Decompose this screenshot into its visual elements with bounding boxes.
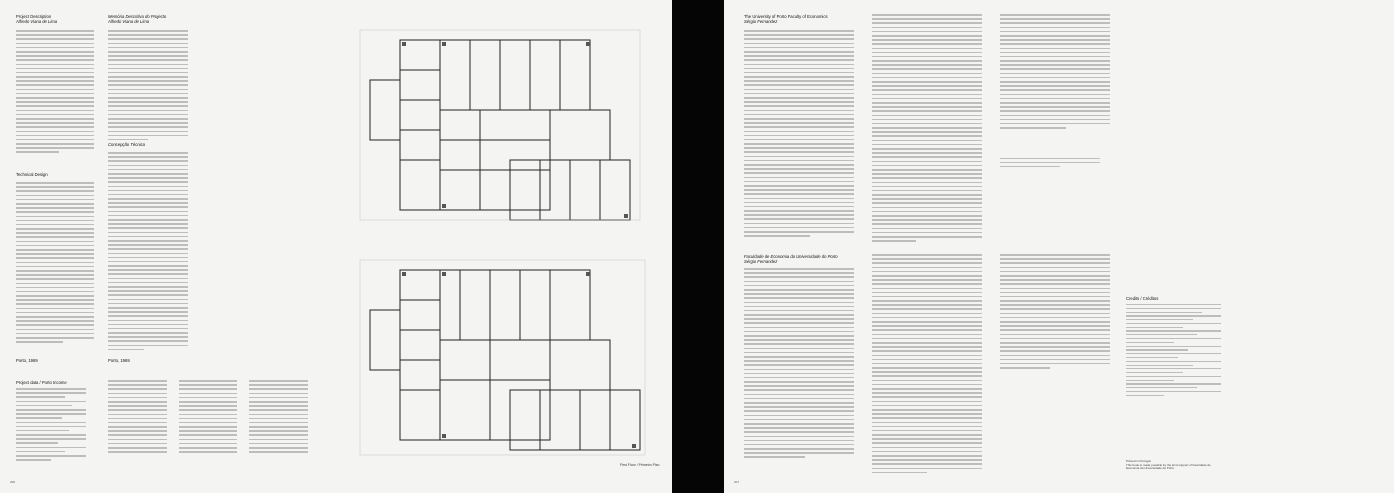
left-col1-heading2: Technical Design — [16, 172, 48, 177]
right-column-1 — [744, 14, 854, 24]
colophon-line-1: Printed in Portugal — [1126, 459, 1151, 463]
left-col1-author: Alfredo Viana de Lima — [16, 19, 58, 24]
plan-legend — [108, 380, 308, 455]
left-col2-body-text-2 — [108, 152, 188, 353]
right-page — [724, 0, 1394, 493]
right-col1-body-text-2 — [744, 268, 854, 461]
left-col2-year: Porto, 1969 — [108, 358, 130, 363]
book-gutter — [672, 0, 724, 493]
left-col2-author: Alfredo Viana de Lima — [108, 19, 150, 24]
left-col2-heading: Memória Descritiva do Projecto — [108, 14, 167, 19]
left-col1-year-wrap — [16, 358, 94, 363]
right-col1-heading: The University of Porto Faculty of Economics — [744, 14, 828, 19]
colophon-line-2: This book is made possible by the kind support of Faculdade de Economia da Universidade do Porto — [1126, 462, 1211, 471]
left-col1-body-text — [16, 30, 94, 156]
left-col1-credits-title: Project data / Porto Income — [16, 380, 67, 385]
right-col2-body-text — [872, 14, 982, 244]
credits-text — [1126, 304, 1221, 399]
right-col1-author2: Sérgio Fernandez — [744, 259, 778, 264]
left-col1-credits-wrap — [16, 380, 94, 385]
left-col1-heading: Project Description — [16, 14, 52, 19]
right-col3-footnote — [1000, 158, 1100, 169]
left-col1-body-text-2 — [16, 182, 94, 345]
plan-caption: First Floor / Primeiro Piso — [620, 463, 660, 467]
left-col2-heading2-wrap — [108, 142, 188, 147]
left-col2-body-text — [108, 30, 188, 143]
right-col2-body-text-2 — [872, 254, 982, 476]
colophon — [1126, 460, 1216, 471]
left-col2-year-wrap — [108, 358, 188, 363]
left-col1-year: Porto, 1969 — [16, 358, 38, 363]
left-page-number: 206 — [10, 480, 16, 484]
left-col2-heading2: Concepção Técnica — [108, 142, 146, 147]
left-col1-heading2-wrap — [16, 172, 94, 177]
credits-title: Credits / Créditos — [1126, 296, 1159, 301]
right-col1-author: Sérgio Fernandez — [744, 19, 778, 24]
right-col3-body-text — [1000, 14, 1110, 131]
right-col3-body-text-2 — [1000, 254, 1110, 371]
right-col1-heading2-wrap — [744, 254, 854, 264]
left-column-1 — [16, 14, 94, 24]
left-column-2 — [108, 14, 188, 24]
left-page — [0, 0, 672, 493]
right-page-number: 207 — [734, 480, 740, 484]
floor-plan-upper — [330, 20, 660, 230]
right-col1-body-text — [744, 30, 854, 239]
credits-block — [1126, 296, 1226, 301]
right-col1-heading2: Faculdade de Economia da Universidade do Porto — [744, 254, 838, 259]
floor-plan-lower — [330, 250, 660, 460]
left-col1-credits-text — [16, 388, 86, 463]
